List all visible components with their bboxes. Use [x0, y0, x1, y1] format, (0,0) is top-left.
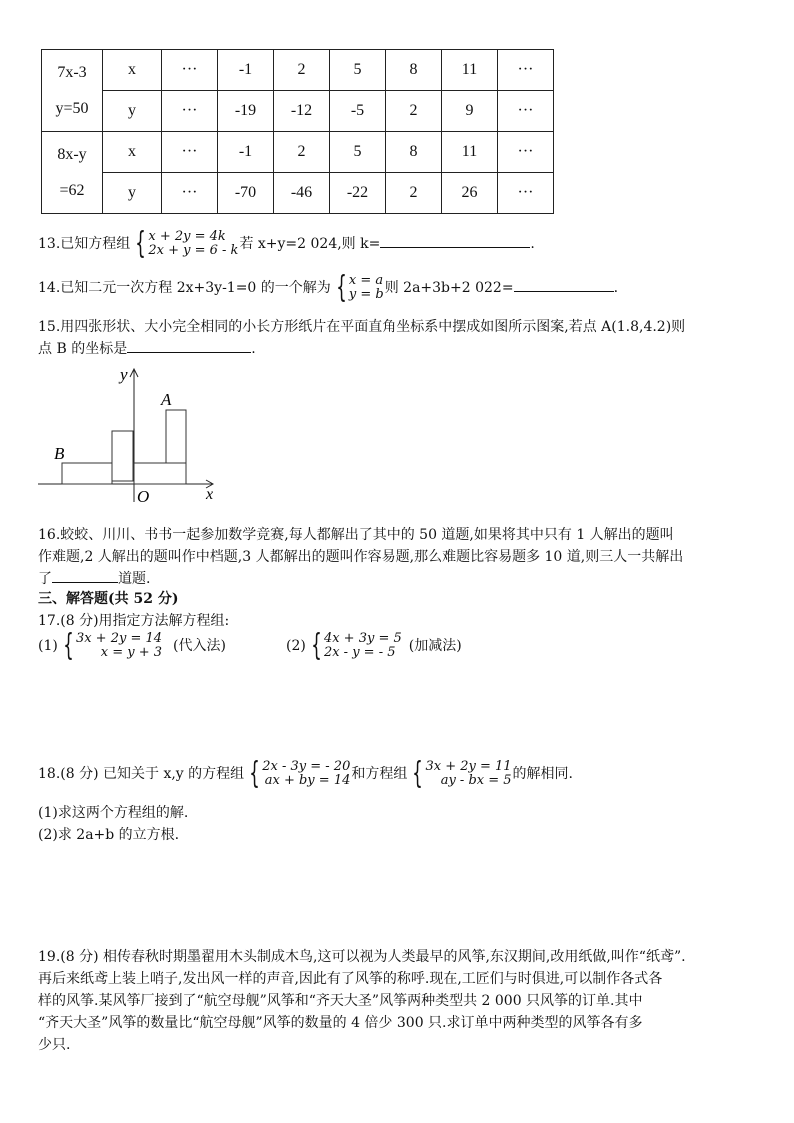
equation: 2x - y = - 5: [323, 645, 396, 660]
question-14: [38, 270, 619, 305]
question-18: [38, 756, 573, 791]
table-row: [42, 91, 554, 132]
equation-line: y=50: [55, 99, 89, 117]
question-15-line: [38, 338, 256, 358]
value-cell: ···: [162, 91, 218, 132]
value-cell: ···: [498, 132, 554, 173]
equation: 3x + 2y = 14: [75, 631, 163, 646]
question-19-line: 19.(8 分) 相传春秋时期墨翟用木头制成木鸟,这可以视为人类最早的风筝,东汉期间,改用纸做,叫作“纸鸢”.: [38, 949, 686, 965]
value-cell: ···: [498, 91, 554, 132]
equation: y = b: [348, 287, 384, 302]
question-text: 道题.: [118, 571, 151, 587]
value-cell: -46: [274, 173, 330, 214]
section-heading: 三、解答题(共 52 分): [38, 591, 179, 607]
equation-cell: [42, 50, 103, 132]
question-17-part-2: [286, 628, 462, 663]
value-cell: 9: [442, 91, 498, 132]
value-cell: 5: [330, 132, 386, 173]
question-17-part-1: [38, 628, 226, 663]
rectangle-vertical: [112, 431, 133, 481]
values-table: [41, 49, 554, 214]
question-19-line: “齐天大圣”风筝的数量比“航空母舰”风筝的数量的 4 倍少 300 只.求订单中两种类型的风筝各有多: [38, 1015, 643, 1031]
value-cell: ···: [162, 50, 218, 91]
y-label: y: [120, 365, 128, 384]
var-cell: x: [103, 132, 162, 173]
brace-icon: {: [249, 756, 260, 791]
question-text: 和方程组: [351, 766, 408, 782]
rectangle-b: [62, 463, 112, 484]
var-cell: x: [103, 50, 162, 91]
brace-icon: {: [63, 628, 74, 663]
question-text: 18.(8 分) 已知关于 x,y 的方程组: [38, 766, 245, 782]
value-cell: ···: [162, 132, 218, 173]
equation-system: [408, 756, 512, 791]
answer-blank[interactable]: [52, 568, 118, 583]
question-17-title: 17.(8 分)用指定方法解方程组:: [38, 613, 230, 629]
var-cell: y: [103, 173, 162, 214]
value-cell: 5: [330, 50, 386, 91]
equation: x + 2y = 4k: [148, 229, 226, 244]
equation-system: [307, 628, 402, 663]
value-cell: 11: [442, 50, 498, 91]
equation-system: [332, 270, 384, 305]
value-cell: 26: [442, 173, 498, 214]
equation-line: =62: [59, 181, 85, 199]
question-16-line: 16.蛟蛟、川川、书书一起参加数学竞赛,每人都解出了其中的 50 道题,如果将其中只有 1 人解出的题叫: [38, 527, 674, 543]
equation-system: [245, 756, 351, 791]
value-cell: 11: [442, 132, 498, 173]
equation: 2x + y = 6 - k: [148, 243, 239, 258]
question-19-line: 再后来纸鸢上装上哨子,发出风一样的声音,因此有了风筝的称呼.现在,工匠们与时俱进,可以制作各式各: [38, 971, 663, 987]
value-cell: ···: [162, 173, 218, 214]
question-text: 13.已知方程组: [38, 236, 131, 252]
question-15-line: 15.用四张形状、大小完全相同的小长方形纸片在平面直角坐标系中摆成如图所示图案,若点 A(1.8,4.2)则: [38, 319, 686, 335]
value-cell: -1: [218, 50, 274, 91]
question-text: 点 B 的坐标是: [38, 341, 128, 357]
point-b-label: B: [54, 444, 65, 463]
question-text: 了: [38, 571, 52, 587]
value-cell: 2: [386, 91, 442, 132]
value-cell: -70: [218, 173, 274, 214]
question-18-sub: (1)求这两个方程组的解.: [38, 805, 189, 821]
answer-blank[interactable]: [514, 277, 614, 292]
equation-system: [131, 226, 239, 261]
table-row: [42, 173, 554, 214]
question-text: .: [251, 341, 256, 357]
part-label: (1): [38, 638, 58, 654]
equation-cell: [42, 132, 103, 214]
question-16-line: 作难题,2 人解出的题叫作中档题,3 人都解出的题叫作容易题,那么难题比容易题多 10 道,则三人一共解出: [38, 549, 684, 565]
question-18-sub: (2)求 2a+b 的立方根.: [38, 827, 180, 843]
equation: ay - bx = 5: [440, 773, 512, 788]
value-cell: -5: [330, 91, 386, 132]
brace-icon: {: [311, 628, 322, 663]
question-19-line: 少只.: [38, 1037, 71, 1053]
value-cell: -12: [274, 91, 330, 132]
value-cell: 2: [274, 50, 330, 91]
equation: ax + by = 14: [264, 773, 351, 788]
question-13: [38, 226, 535, 261]
var-cell: y: [103, 91, 162, 132]
method-label: (代入法): [173, 638, 226, 654]
value-cell: ···: [498, 50, 554, 91]
value-cell: 2: [386, 173, 442, 214]
method-label: (加减法): [408, 638, 462, 654]
table-row: [42, 132, 554, 173]
question-text: 的解相同.: [512, 766, 573, 782]
question-text: .: [530, 236, 535, 252]
answer-blank[interactable]: [127, 338, 251, 353]
question-19-line: 样的风筝.某风筝厂接到了“航空母舰”风筝和“齐天大圣”风筝两种类型共 2 000 只风筝的订单.其中: [38, 993, 643, 1009]
rectangle-horizontal: [134, 463, 186, 484]
equation: 3x + 2y = 11: [425, 759, 512, 774]
equation: 4x + 3y = 5: [323, 631, 402, 646]
brace-icon: {: [336, 270, 347, 305]
value-cell: 8: [386, 132, 442, 173]
x-label: x: [206, 486, 214, 503]
rectangles-figure: [30, 362, 230, 512]
equation: 2x - 3y = - 20: [262, 759, 351, 774]
part-label: (2): [286, 638, 306, 654]
question-text: 则 2a+3b+2 022=: [384, 280, 514, 296]
rectangle-a: [166, 410, 186, 463]
value-cell: ···: [498, 173, 554, 214]
question-text: 14.已知二元一次方程 2x+3y-1=0 的一个解为: [38, 280, 331, 296]
equation-line: 7x-3: [57, 63, 87, 81]
equation: x = y + 3: [100, 645, 163, 660]
value-cell: -22: [330, 173, 386, 214]
brace-icon: {: [412, 756, 424, 791]
equation-system: [59, 628, 163, 663]
equation-line: 8x-y: [57, 145, 87, 163]
question-16-line: [38, 568, 150, 588]
answer-blank[interactable]: [380, 233, 530, 248]
value-cell: -19: [218, 91, 274, 132]
value-cell: -1: [218, 132, 274, 173]
question-text: .: [613, 280, 619, 296]
brace-icon: {: [135, 226, 147, 261]
equation: x = a: [348, 273, 384, 288]
origin-label: O: [137, 487, 150, 506]
point-a-label: A: [161, 390, 172, 409]
value-cell: 8: [386, 50, 442, 91]
question-text: 若 x+y=2 024,则 k=: [239, 236, 381, 252]
table-row: [42, 50, 554, 91]
value-cell: 2: [274, 132, 330, 173]
